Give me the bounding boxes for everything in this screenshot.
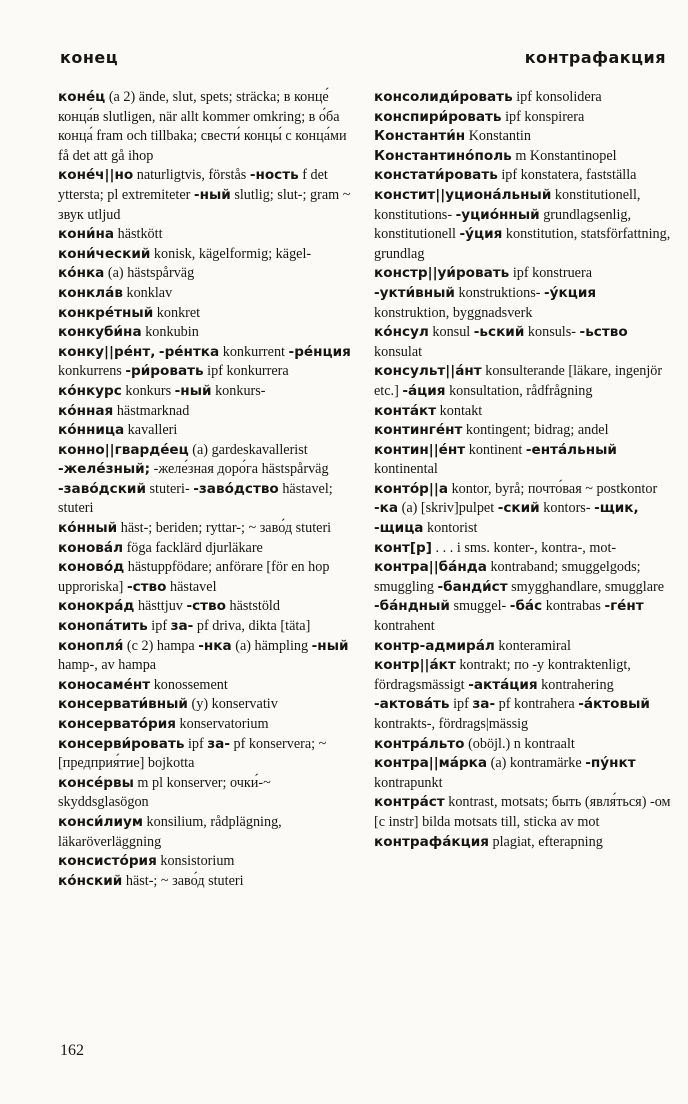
entry-headword: консе́рвы xyxy=(58,774,134,791)
entry-headword: конспири́ровать xyxy=(374,108,502,125)
dictionary-entry xyxy=(58,813,358,852)
entry-definition: kontrahering xyxy=(537,676,614,693)
entry-headword: -ба́ндный xyxy=(374,598,450,615)
dictionary-entry xyxy=(58,284,358,304)
dictionary-entry xyxy=(58,872,358,892)
entry-definition: pf driva, dikta [täta] xyxy=(193,618,311,635)
dictionary-entry xyxy=(58,402,358,422)
dictionary-entry xyxy=(58,343,358,382)
entry-definition: konsilium, rådplägning, läkaröverläggning xyxy=(58,813,282,850)
running-head-right: контрафакция xyxy=(524,48,666,67)
entry-headword: конно||гварде́ец xyxy=(58,441,189,458)
entry-definition: hästkött xyxy=(114,226,163,243)
entry-definition: konsul xyxy=(428,324,474,341)
dictionary-entry xyxy=(374,637,674,657)
entry-definition: konstruktion, byggnadsverk xyxy=(374,304,533,321)
entry-headword: контрафа́кция xyxy=(374,833,489,850)
entry-headword: -заво́дский xyxy=(58,480,146,497)
entry-definition: konkret xyxy=(153,304,201,321)
entry-headword: конку||ре́нт, xyxy=(58,343,156,360)
entry-definition: häst-; beriden; ryttar-; ~ заво́д stuteri xyxy=(117,520,332,537)
entry-headword: -щик, xyxy=(594,500,639,517)
entry-definition: föga facklärd djurläkare xyxy=(123,539,263,556)
entry-headword: контин||е́нт xyxy=(374,441,466,458)
entry-definition: smuggel- xyxy=(449,598,510,615)
dictionary-entry xyxy=(374,421,674,441)
entry-definition: slutlig; slut-; gram ~ звук utljud xyxy=(58,186,351,223)
entry-headword: контра||ма́рка xyxy=(374,755,488,772)
entry-definition: konsuls- xyxy=(524,324,580,341)
entry-headword: континге́нт xyxy=(374,422,463,439)
entry-headword: контр-адмира́л xyxy=(374,637,495,654)
entry-headword: -акта́ция xyxy=(468,676,538,693)
entry-headword: конопля́ xyxy=(58,637,124,654)
entry-headword: за- xyxy=(472,696,496,713)
entry-definition: kontors- xyxy=(539,500,595,517)
entry-headword: ко́нский xyxy=(58,872,123,889)
entry-definition: smygghandlare, smugglare xyxy=(507,578,665,595)
entry-definition: konstitution, statsförfattning, grundlag xyxy=(374,226,671,262)
entry-definition: hästuppfödare; anförare [för en hop upproriska] xyxy=(58,559,330,595)
entry-definition: konsulterande [läkare, ingenjör etc.] xyxy=(374,363,663,399)
page-number: 162 xyxy=(60,1042,84,1059)
entry-definition: kontrakts-, fördrags|mässig xyxy=(374,716,529,732)
entry-definition: konkurs- xyxy=(211,382,266,399)
entry-headword: коново́д xyxy=(58,559,125,576)
dictionary-entry xyxy=(58,382,358,402)
entry-definition: pf konservera; ~ [предприя́тие] bojkotta xyxy=(58,735,327,772)
entry-headword: ко́нсул xyxy=(374,324,429,341)
dictionary-entry xyxy=(374,186,674,264)
dictionary-entry xyxy=(374,362,674,401)
dictionary-entry xyxy=(58,715,358,735)
entry-definition: ipf konstruera xyxy=(509,265,593,282)
entry-definition: häst-; ~ заво́д stuteri xyxy=(122,872,244,889)
entry-headword: -ри́ровать xyxy=(125,363,204,380)
entry-definition: hästavel xyxy=(166,578,217,595)
entry-definition: naturligtvis, förstås xyxy=(133,167,250,184)
entry-definition: m Konstantinopel xyxy=(511,147,617,164)
entry-headword: ко́нница xyxy=(58,422,125,439)
left-column xyxy=(58,88,358,891)
dictionary-entry xyxy=(58,519,358,539)
dictionary-entry xyxy=(374,402,674,422)
entry-definition: konservatorium xyxy=(175,716,269,732)
dictionary-entry xyxy=(58,695,358,715)
dictionary-entry xyxy=(58,617,358,637)
entry-definition: ipf xyxy=(184,735,208,752)
entry-definition: kontrahent xyxy=(374,618,435,635)
dictionary-entry xyxy=(58,676,358,696)
entry-headword: -ре́нтка xyxy=(158,343,220,360)
entry-definition: stuteri- xyxy=(145,480,194,497)
entry-headword: -а́ция xyxy=(402,382,446,399)
dictionary-entry xyxy=(374,480,674,539)
entry-definition: (a 2) ände, slut, spets; sträcka; в конце́ конца́в slutligen, när allt kommer omkring; в о́ба конца́ fram och tillbaka; свести́ концы́ с конца́ми få det att gå ihop xyxy=(58,89,347,164)
entry-definition: (a) hästspårväg xyxy=(104,265,195,282)
entry-headword: консервати́вный xyxy=(58,696,188,713)
entry-headword: коносаме́нт xyxy=(58,676,151,693)
entry-definition: kontinent xyxy=(465,441,526,458)
dictionary-entry xyxy=(374,754,674,793)
entry-definition: kontor, byrå; почто́вая ~ postkontor xyxy=(448,480,658,497)
entry-headword: -актова́ть xyxy=(374,696,450,713)
dictionary-entry xyxy=(58,421,358,441)
entry-definition: ipf konkurrera xyxy=(203,363,289,380)
entry-definition: hästmarknad xyxy=(113,402,190,419)
entry-headword: контра́льто xyxy=(374,735,465,752)
entry-definition: kontakt xyxy=(436,402,483,419)
entry-definition: (c 2) hampa xyxy=(123,637,199,654)
entry-headword: за- xyxy=(170,618,194,635)
dictionary-entry xyxy=(374,833,674,853)
entry-headword: констати́ровать xyxy=(374,167,498,184)
entry-definition: konsultation, rådfrågning xyxy=(445,382,593,399)
entry-headword: -ьство xyxy=(579,324,628,341)
dictionary-entry xyxy=(58,304,358,324)
entry-headword: консерви́ровать xyxy=(58,735,185,752)
entry-headword: конта́кт xyxy=(374,402,437,419)
entry-headword: конопа́тить xyxy=(58,618,148,635)
dictionary-entry xyxy=(58,735,358,774)
entry-definition: konsulat xyxy=(374,343,423,360)
entry-definition: (a) gardeskavallerist xyxy=(188,441,308,458)
entry-definition: plagiat, efterapning xyxy=(488,833,603,850)
entry-headword: -ский xyxy=(497,500,540,517)
entry-headword: консолиди́ровать xyxy=(374,89,513,105)
dictionary-entry xyxy=(374,166,674,186)
entry-headword: -ьский xyxy=(473,324,525,341)
entry-headword: -щица xyxy=(374,520,424,537)
entry-headword: -уцио́нный xyxy=(455,206,540,223)
dictionary-entry xyxy=(374,147,674,167)
entry-definition: (a) kontramärke xyxy=(487,755,586,772)
entry-headword: -у́кция xyxy=(544,284,597,301)
entry-definition: häststöld xyxy=(225,598,280,615)
entry-headword: ко́нка xyxy=(58,265,105,282)
entry-headword: кони́на xyxy=(58,226,115,243)
entry-headword: -укти́вный xyxy=(374,284,455,301)
entry-headword: консульт||а́нт xyxy=(374,363,482,380)
dictionary-entry xyxy=(58,264,358,284)
entry-headword: конкла́в xyxy=(58,284,123,301)
entry-headword: кони́ческий xyxy=(58,245,151,262)
entry-headword: конто́р||а xyxy=(374,480,449,497)
entry-headword: -ство xyxy=(126,578,167,595)
entry-headword: -ба́с xyxy=(509,598,543,615)
entry-headword: -ента́льный xyxy=(525,441,617,458)
entry-headword: ко́нная xyxy=(58,402,114,419)
dictionary-entry xyxy=(58,539,358,559)
entry-headword: консисто́рия xyxy=(58,853,157,870)
entry-definition: kontrakt; по -у kontraktenligt, fördragsmässigt xyxy=(374,657,631,693)
entry-definition: konsistorium xyxy=(156,853,235,870)
dictionary-entry xyxy=(374,793,674,832)
entry-definition: (a) hämpling xyxy=(231,637,312,654)
entry-definition: kontrast, motsats; быть (явля́ться) -ом [c instr] bilda motsats till, sticka av mot xyxy=(374,794,671,830)
dictionary-entry xyxy=(58,774,358,813)
entry-definition: f det yttersta; pl extremiteter xyxy=(58,167,328,203)
entry-headword: коне́ч||но xyxy=(58,167,134,184)
entry-headword: -ный xyxy=(174,382,212,399)
entry-headword: конова́л xyxy=(58,539,124,556)
entry-headword: -ный xyxy=(193,186,231,203)
entry-headword: -ге́нт xyxy=(604,598,644,615)
dictionary-entry xyxy=(374,735,674,755)
entry-definition: kontrabas xyxy=(542,598,605,615)
entry-definition: konklav xyxy=(122,284,173,301)
dictionary-entry xyxy=(58,323,358,343)
dictionary-entry xyxy=(58,166,358,225)
entry-definition: kontraband; smuggelgods; smuggling xyxy=(374,559,641,595)
entry-definition: konteramiral xyxy=(494,637,571,654)
dictionary-entry xyxy=(58,637,358,676)
entry-definition: konstitutionell, konstitutions- xyxy=(374,186,641,223)
right-column xyxy=(374,88,674,852)
entry-headword: констит||уциона́льный xyxy=(374,186,552,203)
entry-definition: kontrapunkt xyxy=(374,774,443,791)
entry-headword: контр||а́кт xyxy=(374,657,456,674)
entry-headword: -нка xyxy=(198,637,232,654)
entry-headword: Константино́поль xyxy=(374,147,512,164)
entry-definition: ipf konspirera xyxy=(501,108,585,125)
dictionary-entry xyxy=(58,225,358,245)
entry-definition: hästavel; stuteri xyxy=(58,480,333,517)
entry-headword: конкре́тный xyxy=(58,304,154,321)
entry-definition: hästtjuv xyxy=(134,598,187,615)
entry-definition: ipf konstatera, fastställa xyxy=(497,167,637,184)
entry-headword: -банди́ст xyxy=(437,578,508,595)
dictionary-entry xyxy=(374,127,674,147)
entry-headword: -ка xyxy=(374,500,399,517)
entry-headword: -заво́дство xyxy=(193,480,279,497)
entry-definition: hamp-, av hampa xyxy=(58,657,157,674)
dictionary-entry xyxy=(58,245,358,265)
entry-headword: ко́нный xyxy=(58,520,118,537)
entry-definition: kavalleri xyxy=(124,422,178,439)
entry-definition: m pl konserver; очки́-~ skyddsglasögon xyxy=(58,774,271,811)
dictionary-entry xyxy=(58,88,358,166)
entry-headword: -ность xyxy=(249,167,299,184)
entry-headword: констр||уи́ровать xyxy=(374,265,510,282)
dictionary-entry xyxy=(58,852,358,872)
dictionary-entry xyxy=(374,108,674,128)
entry-headword: ко́нкурс xyxy=(58,382,122,399)
entry-definition: pf kontrahera xyxy=(495,696,579,713)
entry-headword: коне́ц xyxy=(58,89,106,105)
entry-headword: конси́лиум xyxy=(58,813,143,830)
entry-definition: konstruktions- xyxy=(454,284,545,301)
entry-headword: контра́ст xyxy=(374,794,445,811)
entry-headword: -ный xyxy=(311,637,349,654)
entry-definition: konkurrens xyxy=(58,363,126,380)
entry-headword: консервато́рия xyxy=(58,716,176,732)
entry-definition: konkurrent xyxy=(219,343,289,360)
dictionary-entry xyxy=(374,323,674,362)
entry-definition: konkurs xyxy=(121,382,175,399)
dictionary-entry xyxy=(374,88,674,108)
dictionary-entry xyxy=(58,441,358,519)
entry-definition: -желе́зная доро́га hästspårväg xyxy=(150,461,329,478)
entry-definition: kontingent; bidrag; andel xyxy=(462,422,609,439)
dictionary-entry xyxy=(374,441,674,480)
entry-headword: конт[р] xyxy=(374,539,432,556)
entry-headword: -пу́нкт xyxy=(585,755,636,772)
entry-definition: konossement xyxy=(150,676,228,693)
dictionary-entry xyxy=(374,656,674,734)
dictionary-entry xyxy=(374,558,674,636)
dictionary-entry xyxy=(58,597,358,617)
entry-definition: ipf xyxy=(147,618,171,635)
entry-headword: Константи́н xyxy=(374,128,466,145)
entry-definition: (y) konservativ xyxy=(187,696,278,713)
entry-definition: . . . i sms. konter-, kontra-, mot- xyxy=(432,539,617,556)
entry-definition: (a) [skriv]pulpet xyxy=(398,500,498,517)
entry-definition: konisk, kägelformig; kägel- xyxy=(150,245,312,262)
entry-headword: -а́ктовый xyxy=(578,696,650,713)
entry-headword: конокра́д xyxy=(58,598,135,615)
entry-definition: konkubin xyxy=(141,324,199,341)
dictionary-entry xyxy=(374,264,674,323)
entry-headword: контра||ба́нда xyxy=(374,559,487,576)
entry-headword: -ре́нция xyxy=(288,343,351,360)
entry-headword: за- xyxy=(207,735,230,752)
entry-definition: Konstantin xyxy=(465,128,531,145)
dictionary-entry xyxy=(374,539,674,559)
entry-headword: -ство xyxy=(186,598,226,615)
entry-headword: -желе́зный; xyxy=(58,461,151,478)
entry-definition: kontinental xyxy=(374,461,438,478)
entry-definition: (oböjl.) n kontraalt xyxy=(464,735,575,752)
entry-definition: ipf xyxy=(449,696,473,713)
entry-definition: ipf konsolidera xyxy=(512,89,602,105)
dictionary-entry xyxy=(58,558,358,597)
entry-headword: -у́ция xyxy=(459,226,503,243)
entry-headword: конкуби́на xyxy=(58,324,142,341)
entry-definition: grundlagsenlig, konstitutionell xyxy=(374,206,632,243)
running-head-left: конец xyxy=(60,48,119,67)
entry-definition: kontorist xyxy=(423,520,478,537)
